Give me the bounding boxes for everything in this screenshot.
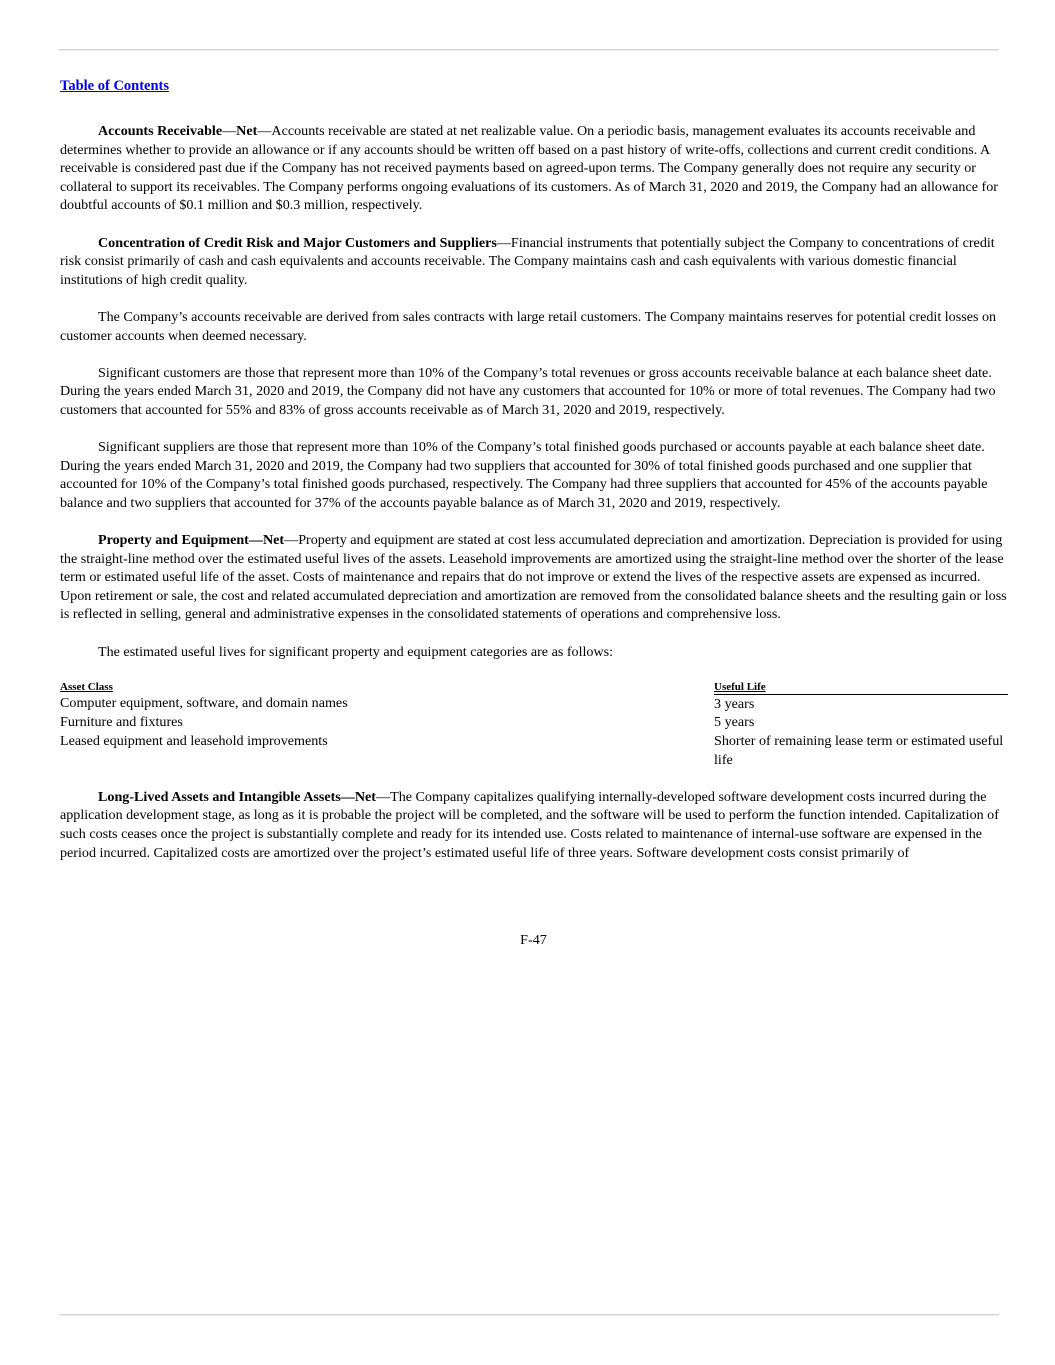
paragraph-text: The Company capitalizes qualifying internally-developed software development costs incurred during the application development stage, as long as it is probable the project will be completed, and the software will be used to perform the function intended. Capitalization of such costs ceases once the project is substantially complete and ready for its intended use. Costs related to maintenance of internal-use software are expensed in the period incurred. Capitalized costs are amortized over the project’s estimated useful life of three years. Software development costs consist primarily of xyxy=(60,788,999,861)
paragraph-text: Property and equipment are stated at cost less accumulated depreciation and amortization. Depreciation is provided for using the straight-line method over the estimated useful lives of the assets. Leasehold improvements are amortized using the straight-line method over the shorter of the lease term or estimated useful life of the asset. Costs of maintenance and repairs that do not improve or extend the lives of the respective assets are expensed as incurred. Upon retirement or sale, the cost and related accumulated depreciation and amortization are removed from the consolidated balance sheets and the resulting gain or loss is reflected in selling, general and administrative expenses in the consolidated statements of operations and comprehensive loss. xyxy=(60,532,1007,623)
document-body xyxy=(60,122,1008,881)
paragraph-accounts-receivable: Accounts Receivable—Net—Accounts receivable are stated at net realizable value. On a periodic basis, management evaluates its accounts receivable and determines whether to provide an allowance or if any accounts should be written off based on a past history of write-offs, collections and current credit conditions. A receivable is considered past due if the Company has not received payments based on agreed-upon terms. The Company generally does not require any security or collateral to support its receivables. The Company performs ongoing evaluations of its customers. As of March 31, 2020 and 2019, the Company had an allowance for doubtful accounts of $0.1 million and $0.3 million, respectively. xyxy=(60,123,998,214)
paragraph-text: The Company’s accounts receivable are derived from sales contracts with large retail customers. The Company maintains reserves for potential credit losses on customer accounts when deemed necessary. xyxy=(60,308,997,344)
table-row xyxy=(60,713,1008,732)
paragraph-significant-suppliers xyxy=(60,438,1008,512)
table-row xyxy=(60,694,1008,713)
paragraph-useful-lives-intro xyxy=(60,643,1008,662)
paragraph-credit-risk: Concentration of Credit Risk and Major Customers and Suppliers—Financial instruments that potentially subject the Company to concentrations of credit risk consist primarily of cash and cash equivalents and accounts receivable. The Company maintains cash and cash equivalents with various domestic financial institutions of high credit quality. xyxy=(60,234,995,288)
paragraph-significant-customers xyxy=(60,364,1008,420)
asset-cell: Furniture and fixtures xyxy=(60,714,183,731)
asset-cell: Leased equipment and leasehold improvements xyxy=(60,733,328,749)
table-of-contents-link[interactable]: Table of Contents xyxy=(60,78,170,94)
heading-accounts-receivable: Accounts Receivable xyxy=(98,123,223,139)
heading-long-lived-assets: Long-Lived Assets and Intangible Assets—Net xyxy=(98,788,376,805)
paragraph-receivables-derived xyxy=(60,308,1008,345)
paragraph-text: The estimated useful lives for significant property and equipment categories are as follows: xyxy=(98,643,614,660)
table-header-row xyxy=(60,680,1008,695)
paragraph-property-equipment: Property and Equipment—Net—Property and equipment are stated at cost less accumulated depreciation and amortization. Depreciation is provided for using the straight-line method over the estimated useful lives of the assets. Leasehold improvements are amortized using the straight-line method over the shorter of the lease term or estimated useful life of the asset. Costs of maintenance and repairs that do not improve or extend the lives of the respective assets are expensed as incurred. Upon retirement or sale, the cost and related accumulated depreciation and amortization are removed from the consolidated balance sheets and the resulting gain or loss is reflected in selling, general and administrative expenses in the consolidated statements of operations and comprehensive loss. xyxy=(60,532,1007,623)
top-divider xyxy=(59,49,999,50)
life-cell: Shorter of remaining lease term or estimated useful life xyxy=(714,733,1004,768)
asset-cell: Computer equipment, software, and domain names xyxy=(60,695,348,712)
useful-life-header: Useful Life xyxy=(714,680,1008,695)
page-number: F-47 xyxy=(520,932,547,948)
bottom-divider xyxy=(59,1314,999,1315)
life-cell: 3 years xyxy=(714,695,755,712)
life-cell: 5 years xyxy=(714,714,755,731)
heading-net: Net xyxy=(236,123,258,139)
useful-lives-table xyxy=(60,680,1008,769)
paragraph-text: Accounts receivable are stated at net realizable value. On a periodic basis, management evaluates its accounts receivable and determines whether to provide an allowance or if any accounts should be written off based on a past history of write-offs, collections and current credit conditions. A receivable is considered past due if the Company has not received payments based on agreed-upon terms. The Company generally does not require any security or collateral to support its receivables. The Company performs ongoing evaluations of its customers. As of March 31, 2020 and 2019, the Company had an allowance for doubtful accounts of $0.1 million and $0.3 million, respectively. xyxy=(60,123,998,214)
paragraph-long-lived-assets: Long-Lived Assets and Intangible Assets—Net—The Company capitalizes qualifying internally-developed software development costs incurred during the application development stage, as long as it is probable the project will be completed, and the software will be used to perform the function intended. Capitalization of such costs ceases once the project is substantially complete and ready for its intended use. Costs related to maintenance of internal-use software are expensed in the period incurred. Capitalized costs are amortized over the project’s estimated useful life of three years. Software development costs consist primarily of xyxy=(60,788,999,861)
paragraph-text: Significant suppliers are those that represent more than 10% of the Company’s total finished goods purchased or accounts payable at each balance sheet date. During the years ended March 31, 2020 and 2019, the Company had two suppliers that accounted for 30% of total finished goods purchased and one supplier that accounted for 10% of the Company’s total finished goods purchased, respectively. The Company had three suppliers that accounted for 45% of the accounts payable balance and two suppliers that accounted for 37% of the accounts payable balance as of March 31, 2020 and 2019, respectively. xyxy=(60,439,988,511)
paragraph-text: Financial instruments that potentially subject the Company to concentrations of credit risk consist primarily of cash and cash equivalents and accounts receivable. The Company maintains cash and cash equivalents with various domestic financial institutions of high credit quality. xyxy=(60,234,995,288)
table-row xyxy=(60,732,1008,769)
paragraph-text: Significant customers are those that represent more than 10% of the Company’s total revenues or gross accounts receivable balance at each balance sheet date. During the years ended March 31, 2020 and 2019, the Company did not have any customers that accounted for 10% or more of total revenues. The Company had two customers that accounted for 55% and 83% of gross accounts receivable as of March 31, 2020 and 2019, respectively. xyxy=(60,364,996,418)
heading-property-equipment: Property and Equipment—Net xyxy=(98,532,285,549)
asset-class-header: Asset Class xyxy=(60,681,113,694)
heading-credit-risk: Concentration of Credit Risk and Major Customers and Suppliers xyxy=(98,234,497,251)
